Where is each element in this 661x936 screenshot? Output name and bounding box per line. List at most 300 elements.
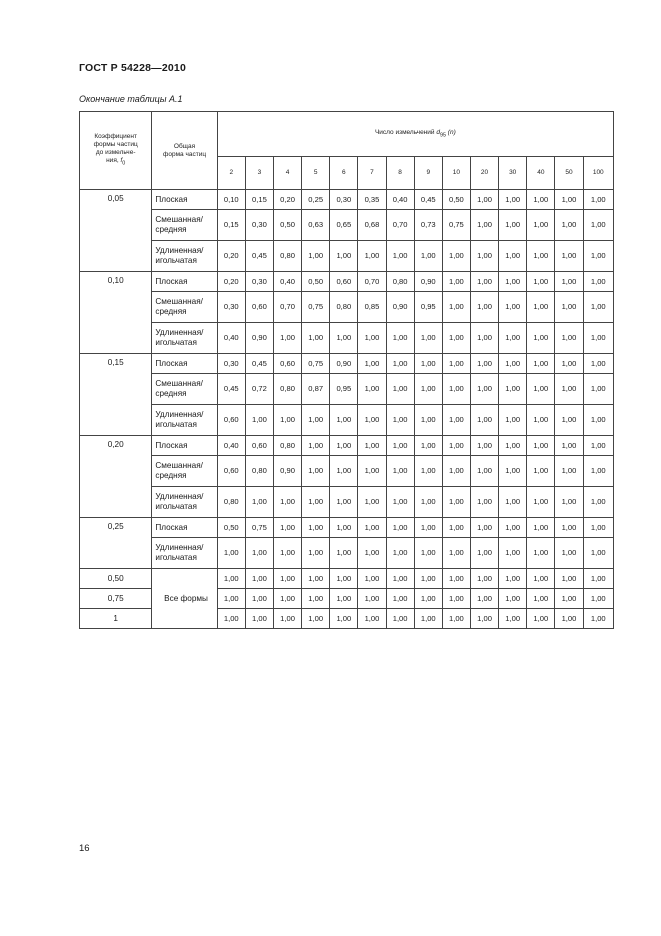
value-cell: 1,00 — [555, 374, 583, 405]
value-cell: 1,00 — [442, 487, 470, 518]
value-cell: 1,00 — [414, 241, 442, 272]
value-cell: 1,00 — [330, 518, 358, 538]
shape-label: Плоская — [155, 522, 188, 532]
value-cell: 1,00 — [302, 589, 330, 609]
value-cell: 1,00 — [386, 569, 414, 589]
value-cell: 1,00 — [386, 241, 414, 272]
value-cell: 1,00 — [583, 272, 613, 292]
value-cell: 1,00 — [527, 538, 555, 569]
value-cell: 1,00 — [273, 609, 301, 629]
coef-cell: 0,20 — [80, 436, 152, 518]
table-row — [80, 518, 614, 538]
value-cell: 1,00 — [414, 538, 442, 569]
value-cell: 1,00 — [555, 538, 583, 569]
value-cell: 1,00 — [583, 569, 613, 589]
value-cell: 1,00 — [583, 292, 613, 323]
header-n-cell: 4 — [273, 157, 301, 190]
value-cell: 0,90 — [330, 354, 358, 374]
value-cell: 1,00 — [245, 609, 273, 629]
value-cell: 0,40 — [273, 272, 301, 292]
value-cell: 1,00 — [499, 210, 527, 241]
value-cell: 0,50 — [442, 190, 470, 210]
value-cell: 1,00 — [442, 374, 470, 405]
shape-cell — [152, 405, 217, 436]
value-cell: 1,00 — [442, 436, 470, 456]
value-cell: 1,00 — [330, 323, 358, 354]
value-cell: 1,00 — [470, 354, 498, 374]
table-row — [80, 436, 614, 456]
value-cell: 1,00 — [527, 487, 555, 518]
value-cell: 0,90 — [273, 456, 301, 487]
table-row — [80, 210, 614, 241]
value-cell: 1,00 — [470, 374, 498, 405]
coef-cell: 0,10 — [80, 272, 152, 354]
value-cell: 1,00 — [527, 292, 555, 323]
table-row — [80, 405, 614, 436]
value-cell: 1,00 — [583, 609, 613, 629]
value-cell: 1,00 — [583, 241, 613, 272]
value-cell: 1,00 — [273, 569, 301, 589]
document-title: ГОСТ Р 54228—2010 — [79, 62, 187, 74]
value-cell: 1,00 — [358, 569, 386, 589]
shape-label: Плоская — [155, 440, 188, 450]
value-cell: 1,00 — [527, 518, 555, 538]
table-row — [80, 374, 614, 405]
value-cell: 1,00 — [414, 487, 442, 518]
header-count-label: Число измельчений — [374, 128, 435, 136]
table-row — [80, 323, 614, 354]
header-n-cell: 6 — [330, 157, 358, 190]
value-cell: 0,90 — [414, 272, 442, 292]
value-cell: 1,00 — [583, 374, 613, 405]
value-cell: 1,00 — [583, 518, 613, 538]
value-cell: 0,25 — [302, 190, 330, 210]
value-cell: 1,00 — [358, 436, 386, 456]
shape-label: Удлиненная/ — [155, 410, 204, 419]
value-cell: 1,00 — [302, 456, 330, 487]
value-cell: 1,00 — [386, 538, 414, 569]
shape-label: Смешанная/ — [155, 379, 203, 388]
value-cell: 1,00 — [386, 609, 414, 629]
value-cell: 1,00 — [555, 436, 583, 456]
shape-cell — [152, 323, 217, 354]
value-cell: 1,00 — [499, 487, 527, 518]
coef-cell: 0,15 — [80, 354, 152, 436]
value-cell: 0,50 — [302, 272, 330, 292]
value-cell: 1,00 — [414, 374, 442, 405]
value-cell: 1,00 — [442, 538, 470, 569]
value-cell: 1,00 — [470, 518, 498, 538]
header-shape-line: форма частиц — [163, 150, 207, 158]
shape-label: игольчатая — [155, 256, 197, 265]
value-cell: 0,87 — [302, 374, 330, 405]
value-cell: 0,90 — [386, 292, 414, 323]
value-cell: 1,00 — [499, 436, 527, 456]
value-cell: 1,00 — [330, 456, 358, 487]
shape-label: игольчатая — [155, 420, 197, 429]
value-cell: 1,00 — [386, 323, 414, 354]
value-cell: 0,85 — [358, 292, 386, 323]
value-cell: 0,60 — [245, 292, 273, 323]
value-cell: 1,00 — [217, 538, 245, 569]
value-cell: 1,00 — [330, 589, 358, 609]
value-cell: 1,00 — [414, 436, 442, 456]
table-row — [80, 569, 614, 589]
table-row — [80, 456, 614, 487]
value-cell: 1,00 — [583, 436, 613, 456]
shape-cell — [152, 518, 217, 538]
value-cell: 1,00 — [330, 241, 358, 272]
value-cell: 0,30 — [245, 210, 273, 241]
shape-cell — [152, 374, 217, 405]
value-cell: 1,00 — [330, 569, 358, 589]
value-cell: 1,00 — [442, 292, 470, 323]
value-cell: 1,00 — [442, 518, 470, 538]
value-cell: 1,00 — [555, 487, 583, 518]
shape-cell — [152, 538, 217, 569]
value-cell: 1,00 — [302, 538, 330, 569]
value-cell: 1,00 — [302, 487, 330, 518]
shape-label: Смешанная/ — [155, 461, 203, 470]
value-cell: 0,75 — [302, 354, 330, 374]
header-n-cell: 100 — [583, 157, 613, 190]
value-cell: 1,00 — [386, 589, 414, 609]
value-cell: 1,00 — [330, 405, 358, 436]
value-cell: 1,00 — [499, 292, 527, 323]
table-row — [80, 538, 614, 569]
value-cell: 0,73 — [414, 210, 442, 241]
value-cell: 1,00 — [583, 487, 613, 518]
count-subscript: 95 — [439, 132, 446, 139]
count-symbol: d — [436, 128, 440, 136]
value-cell: 1,00 — [302, 241, 330, 272]
value-cell: 1,00 — [499, 323, 527, 354]
header-n-cell: 3 — [245, 157, 273, 190]
value-cell: 0,80 — [330, 292, 358, 323]
value-cell: 1,00 — [442, 589, 470, 609]
value-cell: 1,00 — [527, 589, 555, 609]
value-cell: 1,00 — [555, 456, 583, 487]
shape-label: Удлиненная/ — [155, 492, 204, 501]
shape-label: средняя — [155, 225, 187, 234]
value-cell: 1,00 — [386, 405, 414, 436]
value-cell: 1,00 — [527, 272, 555, 292]
shape-cell — [152, 210, 217, 241]
value-cell: 1,00 — [470, 272, 498, 292]
value-cell: 0,70 — [386, 210, 414, 241]
value-cell: 1,00 — [583, 323, 613, 354]
value-cell: 1,00 — [555, 210, 583, 241]
value-cell: 1,00 — [442, 456, 470, 487]
value-cell: 0,60 — [217, 405, 245, 436]
value-cell: 1,00 — [470, 436, 498, 456]
value-cell: 1,00 — [527, 405, 555, 436]
shape-cell-all-forms: Все формы — [152, 569, 217, 629]
value-cell: 0,50 — [273, 210, 301, 241]
shape-label: Удлиненная/ — [155, 543, 204, 552]
value-cell: 1,00 — [470, 405, 498, 436]
value-cell: 1,00 — [273, 589, 301, 609]
value-cell: 0,50 — [217, 518, 245, 538]
table-row — [80, 241, 614, 272]
value-cell: 1,00 — [555, 589, 583, 609]
shape-label: средняя — [155, 307, 187, 316]
value-cell: 1,00 — [358, 589, 386, 609]
value-cell: 1,00 — [470, 190, 498, 210]
value-cell: 1,00 — [470, 241, 498, 272]
table-caption: Окончание таблицы А.1 — [79, 94, 183, 104]
shape-label: Смешанная/ — [155, 215, 203, 224]
value-cell: 0,90 — [245, 323, 273, 354]
value-cell: 0,30 — [217, 354, 245, 374]
value-cell: 0,60 — [217, 456, 245, 487]
value-cell: 1,00 — [414, 518, 442, 538]
header-count-cell — [217, 112, 613, 157]
value-cell: 0,60 — [273, 354, 301, 374]
value-cell: 1,00 — [386, 436, 414, 456]
value-cell: 0,95 — [330, 374, 358, 405]
value-cell: 1,00 — [302, 405, 330, 436]
value-cell: 1,00 — [527, 354, 555, 374]
shape-cell — [152, 190, 217, 210]
value-cell: 1,00 — [302, 436, 330, 456]
value-cell: 1,00 — [273, 487, 301, 518]
value-cell: 1,00 — [386, 487, 414, 518]
value-cell: 0,70 — [273, 292, 301, 323]
value-cell: 1,00 — [527, 241, 555, 272]
coef-cell: 0,75 — [80, 589, 152, 609]
value-cell: 1,00 — [273, 518, 301, 538]
value-cell: 1,00 — [245, 589, 273, 609]
value-cell: 1,00 — [555, 292, 583, 323]
value-cell: 0,63 — [302, 210, 330, 241]
value-cell: 1,00 — [414, 354, 442, 374]
header-coef-line: ния, — [106, 157, 119, 165]
value-cell: 1,00 — [499, 374, 527, 405]
value-cell: 0,72 — [245, 374, 273, 405]
value-cell: 1,00 — [273, 405, 301, 436]
value-cell: 0,20 — [273, 190, 301, 210]
table-row — [80, 272, 614, 292]
shape-label: Плоская — [155, 194, 188, 204]
header-coef-cell — [80, 112, 152, 190]
value-cell: 1,00 — [414, 609, 442, 629]
value-cell: 1,00 — [470, 323, 498, 354]
shape-label: Плоская — [155, 276, 188, 286]
value-cell: 0,30 — [330, 190, 358, 210]
value-cell: 1,00 — [358, 374, 386, 405]
value-cell: 1,00 — [217, 609, 245, 629]
value-cell: 1,00 — [414, 456, 442, 487]
value-cell: 1,00 — [414, 323, 442, 354]
value-cell: 0,80 — [273, 241, 301, 272]
value-cell: 1,00 — [273, 538, 301, 569]
value-cell: 1,00 — [583, 405, 613, 436]
shape-cell — [152, 272, 217, 292]
header-n-cell: 40 — [527, 157, 555, 190]
table-row — [80, 190, 614, 210]
value-cell: 1,00 — [499, 241, 527, 272]
value-cell: 1,00 — [527, 609, 555, 629]
shape-label: Удлиненная/ — [155, 328, 204, 337]
value-cell: 0,80 — [386, 272, 414, 292]
value-cell: 1,00 — [245, 405, 273, 436]
shape-label: Удлиненная/ — [155, 246, 204, 255]
value-cell: 1,00 — [302, 569, 330, 589]
coef-cell: 1 — [80, 609, 152, 629]
value-cell: 1,00 — [527, 569, 555, 589]
value-cell: 1,00 — [386, 518, 414, 538]
value-cell: 1,00 — [217, 569, 245, 589]
page-number: 16 — [79, 843, 90, 854]
value-cell: 1,00 — [527, 436, 555, 456]
value-cell: 1,00 — [499, 518, 527, 538]
value-cell: 1,00 — [414, 405, 442, 436]
header-n-cell: 7 — [358, 157, 386, 190]
value-cell: 1,00 — [555, 518, 583, 538]
value-cell: 0,45 — [245, 241, 273, 272]
value-cell: 1,00 — [499, 272, 527, 292]
value-cell: 0,80 — [245, 456, 273, 487]
value-cell: 1,00 — [555, 272, 583, 292]
value-cell: 1,00 — [499, 190, 527, 210]
value-cell: 1,00 — [358, 609, 386, 629]
table-row — [80, 487, 614, 518]
coef-symbol: f — [120, 157, 123, 165]
shape-cell — [152, 456, 217, 487]
value-cell: 1,00 — [470, 487, 498, 518]
value-cell: 1,00 — [217, 589, 245, 609]
value-cell: 0,75 — [302, 292, 330, 323]
value-cell: 1,00 — [358, 518, 386, 538]
value-cell: 1,00 — [386, 354, 414, 374]
value-cell: 0,15 — [217, 210, 245, 241]
value-cell: 1,00 — [358, 487, 386, 518]
value-cell: 1,00 — [583, 354, 613, 374]
header-n-cell: 20 — [470, 157, 498, 190]
value-cell: 1,00 — [245, 538, 273, 569]
value-cell: 1,00 — [527, 210, 555, 241]
value-cell: 0,75 — [442, 210, 470, 241]
value-cell: 1,00 — [302, 518, 330, 538]
value-cell: 1,00 — [358, 241, 386, 272]
value-cell: 0,70 — [358, 272, 386, 292]
shape-label: средняя — [155, 389, 187, 398]
shape-label: Плоская — [155, 358, 188, 368]
header-n-cell: 50 — [555, 157, 583, 190]
value-cell: 0,15 — [245, 190, 273, 210]
value-cell: 1,00 — [555, 190, 583, 210]
coef-subscript: 0 — [122, 160, 126, 167]
value-cell: 1,00 — [442, 272, 470, 292]
value-cell: 1,00 — [245, 569, 273, 589]
value-cell: 0,95 — [414, 292, 442, 323]
value-cell: 1,00 — [414, 569, 442, 589]
header-n-cell: 5 — [302, 157, 330, 190]
value-cell: 1,00 — [442, 354, 470, 374]
value-cell: 0,45 — [217, 374, 245, 405]
value-cell: 1,00 — [442, 405, 470, 436]
value-cell: 0,75 — [245, 518, 273, 538]
value-cell: 1,00 — [555, 405, 583, 436]
value-cell: 1,00 — [358, 456, 386, 487]
value-cell: 0,45 — [414, 190, 442, 210]
value-cell: 1,00 — [555, 323, 583, 354]
shape-factor-table — [79, 111, 614, 629]
value-cell: 1,00 — [330, 609, 358, 629]
value-cell: 1,00 — [302, 323, 330, 354]
header-coef-line: Коэффициент — [94, 133, 137, 141]
value-cell: 1,00 — [358, 405, 386, 436]
value-cell: 0,40 — [217, 436, 245, 456]
value-cell: 1,00 — [555, 241, 583, 272]
shape-cell — [152, 241, 217, 272]
shape-label: игольчатая — [155, 338, 197, 347]
value-cell: 1,00 — [555, 354, 583, 374]
value-cell: 1,00 — [330, 538, 358, 569]
table-row — [80, 354, 614, 374]
value-cell: 1,00 — [555, 569, 583, 589]
value-cell: 1,00 — [499, 456, 527, 487]
value-cell: 1,00 — [583, 190, 613, 210]
value-cell: 0,45 — [245, 354, 273, 374]
count-suffix: (n) — [447, 128, 456, 136]
value-cell: 1,00 — [499, 405, 527, 436]
value-cell: 1,00 — [499, 609, 527, 629]
value-cell: 1,00 — [302, 609, 330, 629]
value-cell: 0,60 — [245, 436, 273, 456]
value-cell: 1,00 — [527, 456, 555, 487]
table-body — [80, 190, 614, 629]
table-header-row — [80, 112, 614, 157]
value-cell: 1,00 — [555, 609, 583, 629]
header-shape-line: Общая — [173, 142, 196, 150]
shape-label: Смешанная/ — [155, 297, 203, 306]
value-cell: 1,00 — [583, 456, 613, 487]
header-n-cell: 10 — [442, 157, 470, 190]
value-cell: 0,10 — [217, 190, 245, 210]
value-cell: 0,80 — [273, 436, 301, 456]
value-cell: 1,00 — [330, 436, 358, 456]
header-coef-line: до измельче- — [95, 149, 136, 157]
value-cell: 1,00 — [442, 241, 470, 272]
value-cell: 1,00 — [245, 487, 273, 518]
value-cell: 1,00 — [442, 569, 470, 589]
value-cell: 1,00 — [527, 190, 555, 210]
value-cell: 1,00 — [470, 456, 498, 487]
value-cell: 0,30 — [217, 292, 245, 323]
value-cell: 0,35 — [358, 190, 386, 210]
value-cell: 1,00 — [273, 323, 301, 354]
value-cell: 0,68 — [358, 210, 386, 241]
value-cell: 1,00 — [358, 323, 386, 354]
value-cell: 1,00 — [330, 487, 358, 518]
value-cell: 1,00 — [358, 354, 386, 374]
value-cell: 1,00 — [470, 292, 498, 323]
shape-cell — [152, 487, 217, 518]
header-n-cell: 2 — [217, 157, 245, 190]
value-cell: 1,00 — [442, 609, 470, 629]
value-cell: 0,60 — [330, 272, 358, 292]
value-cell: 1,00 — [470, 538, 498, 569]
value-cell: 1,00 — [583, 589, 613, 609]
value-cell: 1,00 — [386, 456, 414, 487]
shape-cell — [152, 354, 217, 374]
value-cell: 1,00 — [470, 589, 498, 609]
header-shape-cell — [152, 112, 217, 190]
shape-label: средняя — [155, 471, 187, 480]
value-cell: 0,20 — [217, 272, 245, 292]
